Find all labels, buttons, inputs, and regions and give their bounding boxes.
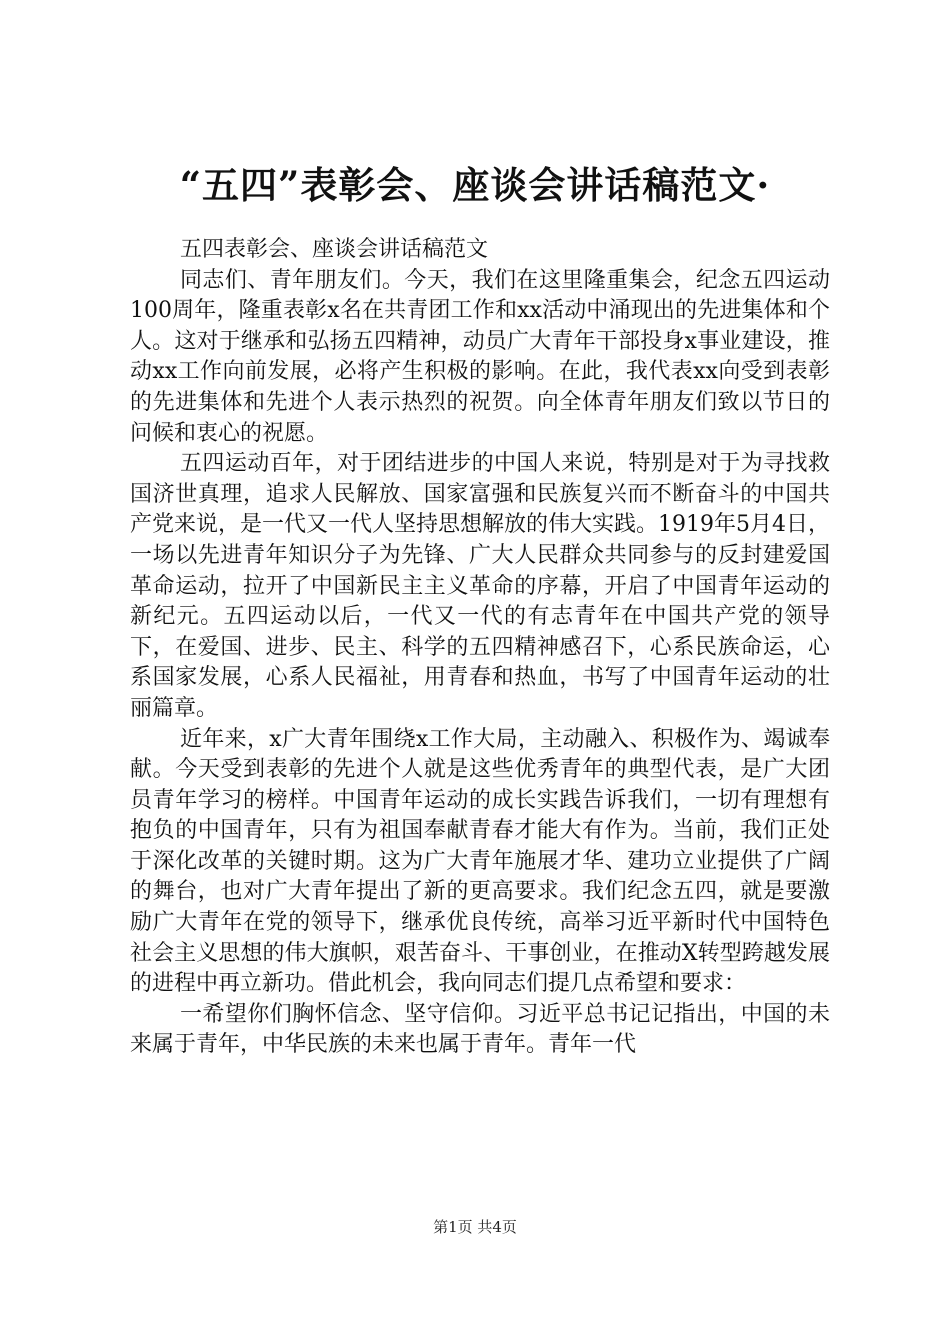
paragraph-greeting: 同志们、青年朋友们。今天，我们在这里隆重集会，纪念五四运动100周年，隆重表彰x名在共青团工作和xx活动中涌现出的先进集体和个人。这对于继承和弘扬五四精神，动员广大青年干部投身x事业建设，推动xx工作向前发展，必将产生积极的影响。在此，我代表xx向受到表彰的先进集体和先进个人表示热烈的祝贺。向全体青年朋友们致以节日的问候和衷心的祝愿。: [130, 267, 830, 446]
paragraph-hope-one: 一希望你们胸怀信念、坚守信仰。习近平总书记记指出，中国的未来属于青年，中华民族的未来也属于青年。青年一代: [130, 1001, 830, 1058]
subtitle-paragraph: 五四表彰会、座谈会讲话稿范文: [180, 237, 489, 262]
page-footer: 第1页 共4页: [433, 1218, 517, 1236]
paragraph-recent-years: 近年来，x广大青年围绕x工作大局，主动融入、积极作为、竭诚奉献。今天受到表彰的先进个人就是这些优秀青年的典型代表，是广大团员青年学习的榜样。中国青年运动的成长实践告诉我们，一切有理想有抱负的中国青年，只有为祖国奉献青春才能大有作为。当前，我们正处于深化改革的关键时期。这为广大青年施展才华、建功立业提供了广阔的舞台，也对广大青年提出了新的更高要求。我们纪念五四，就是要激励广大青年在党的领导下，继承优良传统，高举习近平新时代中国特色社会主义思想的伟大旗帜，艰苦奋斗、干事创业，在推动X转型跨越发展的进程中再立新功。借此机会，我向同志们提几点希望和要求：: [130, 726, 830, 997]
document-title: “五四”表彰会、座谈会讲话稿范文·: [179, 163, 771, 207]
document-body: [130, 235, 830, 1061]
paragraph-history: 五四运动百年，对于团结进步的中国人来说，特别是对于为寻找救国济世真理，追求人民解放、国家富强和民族复兴而不断奋斗的中国共产党来说，是一代又一代人坚持思想解放的伟大实践。1919年5月4日，一场以先进青年知识分子为先锋、广大人民群众共同参与的反封建爱国革命运动，拉开了中国新民主主义革命的序幕，开启了中国青年运动的新纪元。五四运动以后，一代又一代的有志青年在中国共产党的领导下，在爱国、进步、民主、科学的五四精神感召下，心系民族命运，心系国家发展，心系人民福祉，用青春和热血，书写了中国青年运动的壮丽篇章。: [130, 451, 830, 721]
